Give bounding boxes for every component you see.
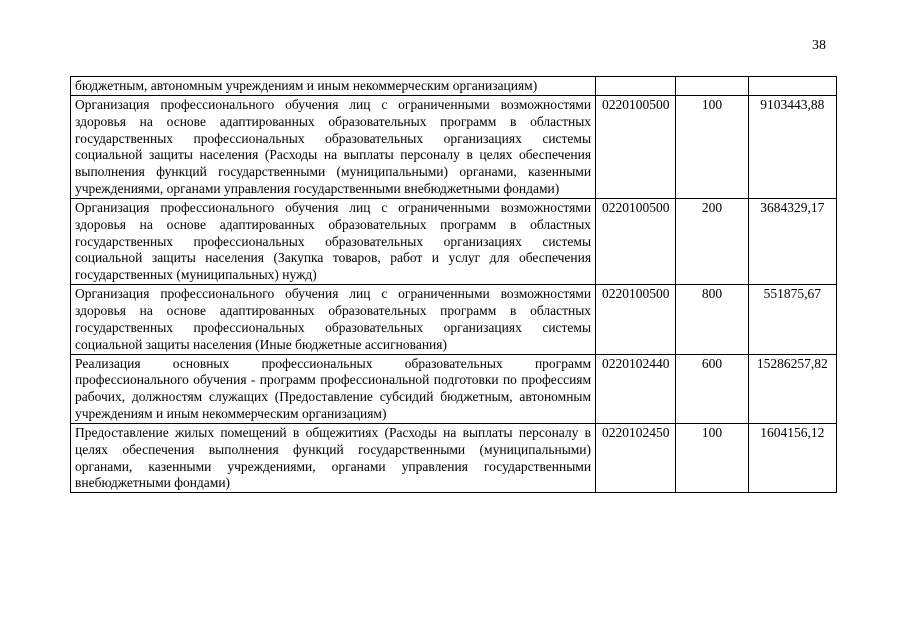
table-row <box>71 285 837 354</box>
target-article-code: 0220100500 <box>596 95 676 198</box>
expense-type-code: 100 <box>676 95 748 198</box>
expense-description: Организация профессионального обучения лиц с ограниченными возможностями здоровья на основе адаптированных образовательных программ в областных государственных профессиональных образовательных организациях системы социальной защиты населения (Иные бюджетные ассигнования) <box>71 285 596 354</box>
expense-description: бюджетным, автономным учреждениям и иным некоммерческим организациям) <box>71 77 596 96</box>
expense-type-code: 200 <box>676 198 748 284</box>
target-article-code: 0220100500 <box>596 285 676 354</box>
table-row <box>71 198 837 284</box>
target-article-code: 0220102440 <box>596 354 676 423</box>
expense-type-code: 100 <box>676 423 748 492</box>
target-article-code: 0220100500 <box>596 198 676 284</box>
expense-description: Реализация основных профессиональных образовательных программ профессионального обучения - программ профессиональной подготовки по профессиям рабочих, должностям служащих (Предоставление субсидий бюджетным, автономным учреждениям и иным некоммерческим организациям) <box>71 354 596 423</box>
amount: 9103443,88 <box>748 95 836 198</box>
amount: 551875,67 <box>748 285 836 354</box>
table-row <box>71 423 837 492</box>
expense-description: Организация профессионального обучения лиц с ограниченными возможностями здоровья на основе адаптированных образовательных программ в областных государственных профессиональных образовательных организациях системы социальной защиты населения (Расходы на выплаты персоналу в целях обеспечения выполнения функций государственными (муниципальными) органами, казенными учреждениями, органами управления государственными внебюджетными фондами) <box>71 95 596 198</box>
amount: 1604156,12 <box>748 423 836 492</box>
budget-table-body <box>71 77 837 493</box>
expense-description: Предоставление жилых помещений в общежитиях (Расходы на выплаты персоналу в целях обеспечения выполнения функций государственными (муниципальными) органами, казенными учреждениями, органами управления государственными внебюджетными фондами) <box>71 423 596 492</box>
page-number: 38 <box>812 38 826 53</box>
target-article-code: 0220102450 <box>596 423 676 492</box>
amount <box>748 77 836 96</box>
table-row <box>71 354 837 423</box>
table-row <box>71 77 837 96</box>
amount: 15286257,82 <box>748 354 836 423</box>
expense-description: Организация профессионального обучения лиц с ограниченными возможностями здоровья на основе адаптированных образовательных программ в областных государственных профессиональных образовательных организациях системы социальной защиты населения (Закупка товаров, работ и услуг для обеспечения государственных (муниципальных) нужд) <box>71 198 596 284</box>
target-article-code <box>596 77 676 96</box>
amount: 3684329,17 <box>748 198 836 284</box>
table-row <box>71 95 837 198</box>
expense-type-code: 600 <box>676 354 748 423</box>
budget-table <box>70 76 837 493</box>
expense-type-code <box>676 77 748 96</box>
expense-type-code: 800 <box>676 285 748 354</box>
